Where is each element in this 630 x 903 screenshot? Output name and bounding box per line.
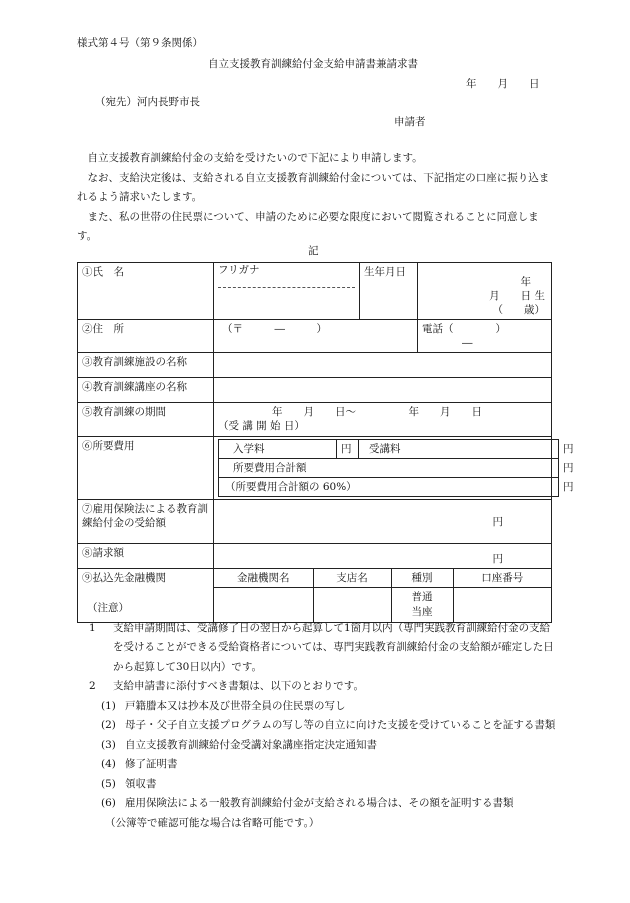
bank-header-type: 種別 bbox=[391, 569, 453, 588]
birth-date-field[interactable] bbox=[418, 263, 552, 320]
employment-yen: 円 bbox=[492, 515, 503, 528]
doc-2-number: (2) bbox=[101, 719, 116, 731]
claim-row bbox=[78, 544, 552, 569]
ki-heading: 記 bbox=[308, 245, 319, 257]
name-field[interactable] bbox=[214, 263, 360, 320]
addressee: （宛先）河内長野市長 bbox=[95, 96, 200, 108]
phone-dash: ― bbox=[462, 337, 473, 349]
tuition-label: 受講料 bbox=[359, 440, 559, 459]
total-60-label: （所要費用合計額の 60%） bbox=[219, 478, 559, 497]
doc-item-4 bbox=[77, 755, 557, 775]
birth-label: 生年月日 bbox=[360, 263, 418, 320]
body-paragraph-1: 自立支援教育訓練給付金の支給を受けたいので下記により申請します。 bbox=[87, 152, 423, 164]
note-1-text: 支給申請期間は、受講修了日の翌日から起算して1箇月以内（専門実践教育訓練給付金の支給を受けることができる受給資格者については、専門実践教育訓練給付金の支給額が確定した日から起算して30日以内）です。 bbox=[113, 621, 554, 673]
doc-4-text: 修了証明書 bbox=[125, 758, 178, 770]
notes-title: （注意） bbox=[87, 602, 129, 614]
address-label: ②住 所 bbox=[78, 320, 214, 353]
course-label: ④教育訓練講座の名称 bbox=[78, 378, 214, 403]
phone-field[interactable] bbox=[418, 320, 552, 353]
facility-field[interactable] bbox=[214, 353, 552, 378]
note-2-number: 2 bbox=[89, 680, 96, 692]
applicant-label: 申請者 bbox=[394, 116, 426, 128]
period-row bbox=[78, 403, 552, 437]
name-row bbox=[78, 263, 552, 320]
doc-item-1 bbox=[77, 697, 557, 717]
doc-5-text: 領収書 bbox=[125, 777, 157, 790]
account-type-ordinary[interactable]: 普通 bbox=[411, 591, 433, 603]
doc-3-number: (3) bbox=[101, 738, 116, 751]
doc-5-number: (5) bbox=[101, 777, 116, 790]
notes-footer: （公簿等で確認可能な場合は省略可能です。） bbox=[105, 816, 320, 829]
cost-label: ⑥所要費用 bbox=[78, 437, 214, 500]
doc-1-text: 戸籍謄本又は抄本及び世帯全員の住民票の写し bbox=[125, 699, 346, 712]
body-paragraph-2: なお、支給決定後は、支給される自立支援教育訓練給付金については、下記指定の口座に振り込まれるよう請求いたします。 bbox=[77, 171, 550, 203]
birth-year: 年 bbox=[520, 276, 531, 288]
period-field[interactable] bbox=[214, 403, 552, 437]
course-row bbox=[78, 378, 552, 403]
bank-header-account: 口座番号 bbox=[453, 569, 551, 588]
doc-6-number: (6) bbox=[101, 797, 116, 809]
date-field[interactable]: 年 月 日 bbox=[466, 78, 540, 90]
address-row bbox=[78, 320, 552, 353]
employment-label: ⑦雇用保険法による教育訓練給付金の受給額 bbox=[78, 500, 214, 544]
total-cost-label: 所要費用合計額 bbox=[219, 459, 559, 478]
note-item-1 bbox=[77, 619, 557, 678]
doc-4-number: (4) bbox=[101, 758, 116, 770]
note-item-2 bbox=[77, 677, 557, 697]
doc-item-3 bbox=[77, 736, 557, 756]
note-1-number: 1 bbox=[89, 621, 96, 634]
bank-label: ⑨払込先金融機関 bbox=[78, 569, 214, 623]
facility-label: ③教育訓練施設の名称 bbox=[78, 353, 214, 378]
furigana-field[interactable] bbox=[218, 263, 355, 288]
bank-header-branch: 支店名 bbox=[313, 569, 391, 588]
claim-label: ⑧請求額 bbox=[78, 544, 214, 569]
cost-breakdown: 入学料 円 受講料 円 所要費用合計額 円 （所要費用合計額の 60%） 円 bbox=[218, 439, 559, 497]
doc-6-text: 雇用保険法による一般教育訓練給付金が支給される場合は、その額を証明する書類 bbox=[125, 797, 514, 809]
form-number: 様式第４号（第９条関係） bbox=[77, 37, 203, 49]
birth-age: （ 歳） bbox=[492, 304, 545, 316]
address-field[interactable] bbox=[214, 320, 418, 353]
doc-item-2 bbox=[77, 716, 557, 736]
employment-row bbox=[78, 500, 552, 544]
furigana-label: フリガナ bbox=[218, 264, 260, 276]
entrance-fee-yen: 円 bbox=[337, 440, 359, 459]
birth-month-day: 月 日 生 bbox=[489, 290, 545, 302]
course-field[interactable] bbox=[214, 378, 552, 403]
period-sub: （受 講 開 始 日） bbox=[218, 420, 305, 432]
document-title: 自立支援教育訓練給付金支給申請書兼請求書 bbox=[208, 58, 418, 70]
application-form-table bbox=[77, 262, 574, 623]
cost-field[interactable] bbox=[214, 437, 574, 500]
name-label: ①氏 名 bbox=[78, 263, 214, 320]
claim-yen: 円 bbox=[492, 553, 503, 565]
body-paragraph-3: また、私の世帯の住民票について、申請のために必要な限度において閲覧されることに同意します。 bbox=[77, 210, 539, 242]
entrance-fee-label: 入学料 bbox=[219, 440, 337, 459]
claim-field[interactable] bbox=[214, 544, 552, 569]
postal-code: （〒 ― ） bbox=[222, 323, 327, 335]
doc-2-text: 母子・父子自立支援プログラムの写し等の自立に向けた支援を受けていることを証する書類 bbox=[125, 719, 556, 731]
phone-label: 電話（ ） bbox=[422, 323, 506, 335]
doc-3-text: 自立支援教育訓練給付金受講対象講座指定決定通知書 bbox=[125, 738, 377, 751]
notes-section bbox=[77, 599, 557, 833]
doc-item-5 bbox=[77, 775, 557, 795]
account-type-current[interactable]: 当座 bbox=[411, 606, 433, 618]
employment-field[interactable] bbox=[214, 500, 552, 544]
period-label: ⑤教育訓練の期間 bbox=[78, 403, 214, 437]
note-2-text: 支給申請書に添付すべき書類は、以下のとおりです。 bbox=[113, 680, 364, 692]
bank-header-name: 金融機関名 bbox=[214, 569, 313, 588]
body-text bbox=[77, 149, 552, 247]
period-value: 年 月 日～ 年 月 日 bbox=[272, 406, 482, 418]
doc-item-6 bbox=[77, 794, 557, 814]
facility-row bbox=[78, 353, 552, 378]
doc-1-number: (1) bbox=[101, 699, 116, 712]
cost-row bbox=[78, 437, 552, 500]
